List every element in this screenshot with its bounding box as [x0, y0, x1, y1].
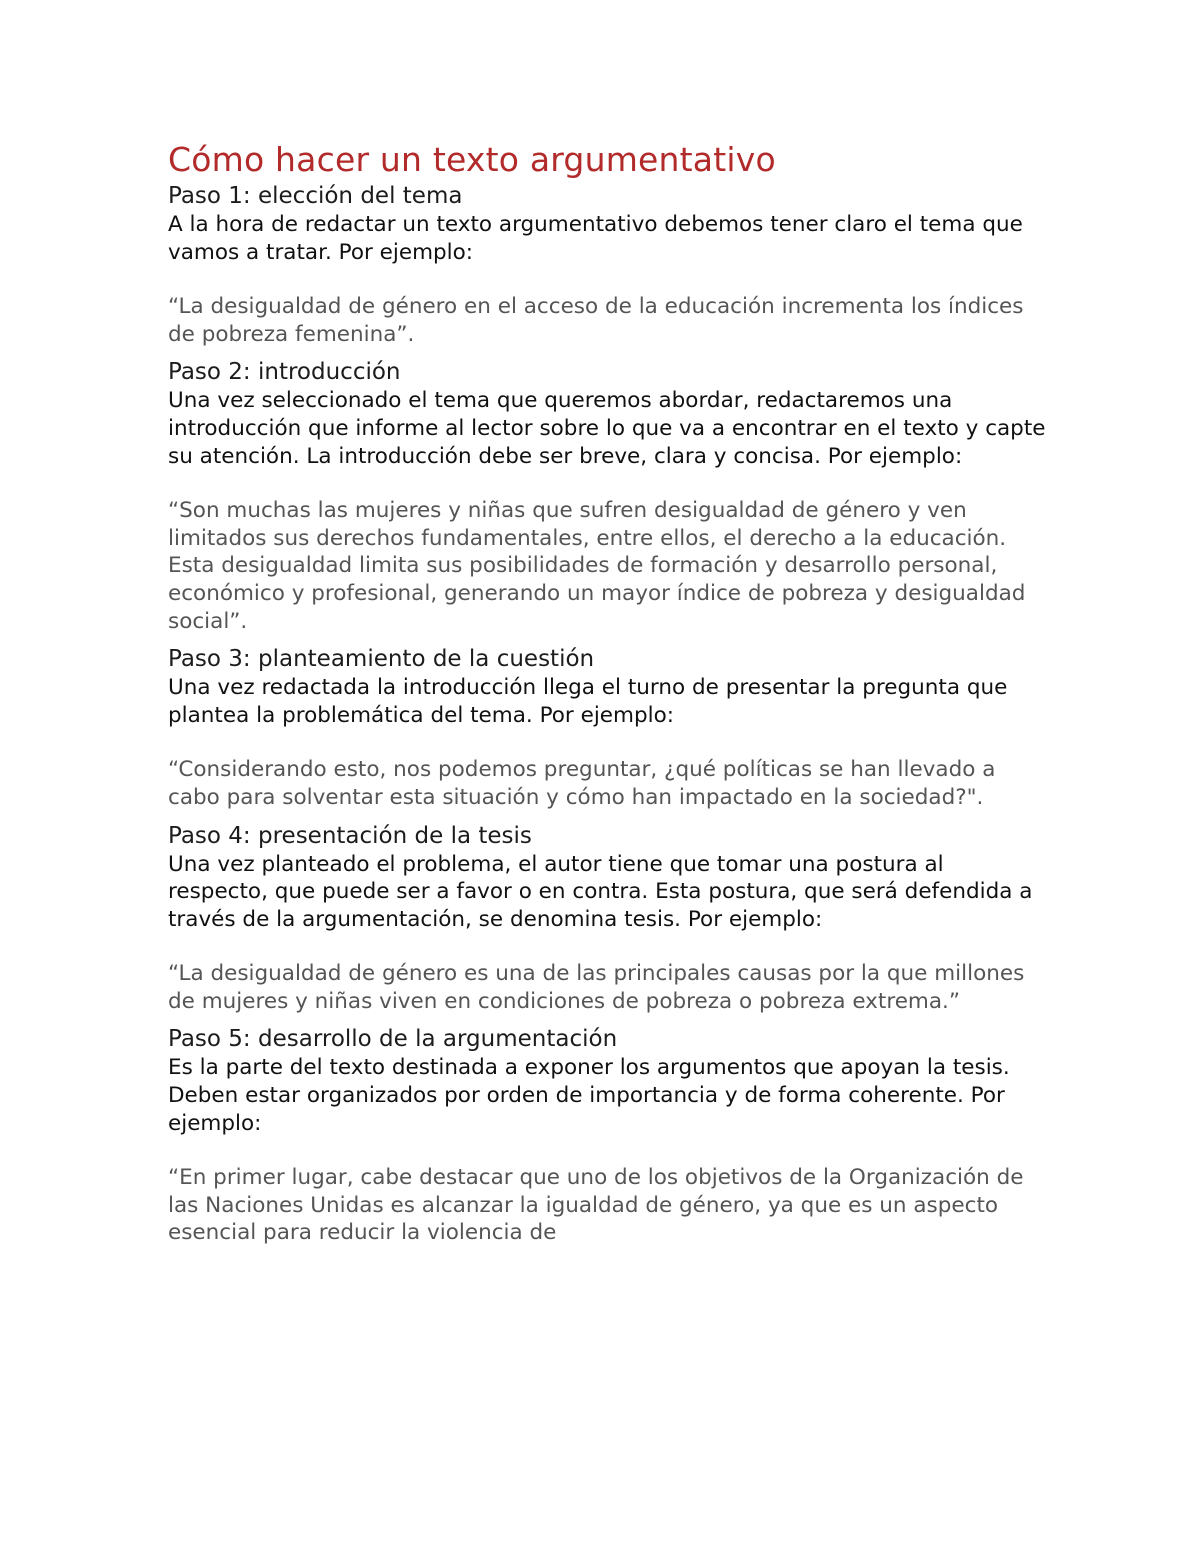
step-body: Es la parte del texto destinada a exponer los argumentos que apoyan la tesis. Deben estar organizados por orden de importancia y de forma coherente. Por ejemplo:: [168, 1055, 1010, 1136]
document-title: Cómo hacer un texto argumentativo: [168, 140, 776, 179]
step-section-2: [168, 358, 1048, 635]
step-heading: Paso 1: elección del tema: [168, 183, 463, 209]
step-section-3: [168, 645, 1048, 811]
step-heading: Paso 2: introducción: [168, 359, 401, 386]
step-section-1: [168, 182, 1048, 348]
step-section-5: [168, 1025, 1048, 1247]
step-example: “Son muchas las mujeres y niñas que sufren desigualdad de género y ven limitados sus derechos fundamentales, entre ellos, el derecho a la educación. Esta desigualdad limita sus posibilidades de formación y desarrollo personal, económico y profesional, generando un mayor índice de pobreza y desigualdad social”.: [168, 498, 1026, 634]
step-body: A la hora de redactar un texto argumentativo debemos tener claro el tema que vamos a tratar. Por ejemplo:: [168, 212, 1023, 265]
step-body: Una vez planteado el problema, el autor tiene que tomar una postura al respecto, que puede ser a favor o en contra. Esta postura, que será defendida a través de la argumentación, se denomina tesis. Por ejemplo:: [168, 851, 1033, 932]
step-example: “En primer lugar, cabe destacar que uno de los objetivos de la Organización de las Naciones Unidas es alcanzar la igualdad de género, ya que es un aspecto esencial para reducir la violencia de: [168, 1165, 1024, 1246]
step-example: “La desigualdad de género en el acceso de la educación incrementa los índices de pobreza femenina”.: [168, 294, 1024, 347]
step-body: Una vez redactada la introducción llega el turno de presentar la pregunta que plantea la problemática del tema. Por ejemplo:: [168, 675, 1008, 728]
step-section-4: [168, 822, 1048, 1016]
step-heading: Paso 3: planteamiento de la cuestión: [168, 646, 595, 673]
step-example: “La desigualdad de género es una de las principales causas por la que millones de mujeres y niñas viven en condiciones de pobreza o pobreza extrema.”: [168, 961, 1025, 1014]
document-page: [168, 140, 1048, 1247]
step-heading: Paso 4: presentación de la tesis: [168, 822, 532, 849]
step-example: “Considerando esto, nos podemos preguntar, ¿qué políticas se han llevado a cabo para solventar esta situación y cómo han impactado en la sociedad?".: [168, 757, 996, 810]
step-body: Una vez seleccionado el tema que queremos abordar, redactaremos una introducción que informe al lector sobre lo que va a encontrar en el texto y capte su atención. La introducción debe ser breve, clara y concisa. Por ejemplo:: [168, 388, 1046, 469]
step-heading: Paso 5: desarrollo de la argumentación: [168, 1026, 618, 1053]
